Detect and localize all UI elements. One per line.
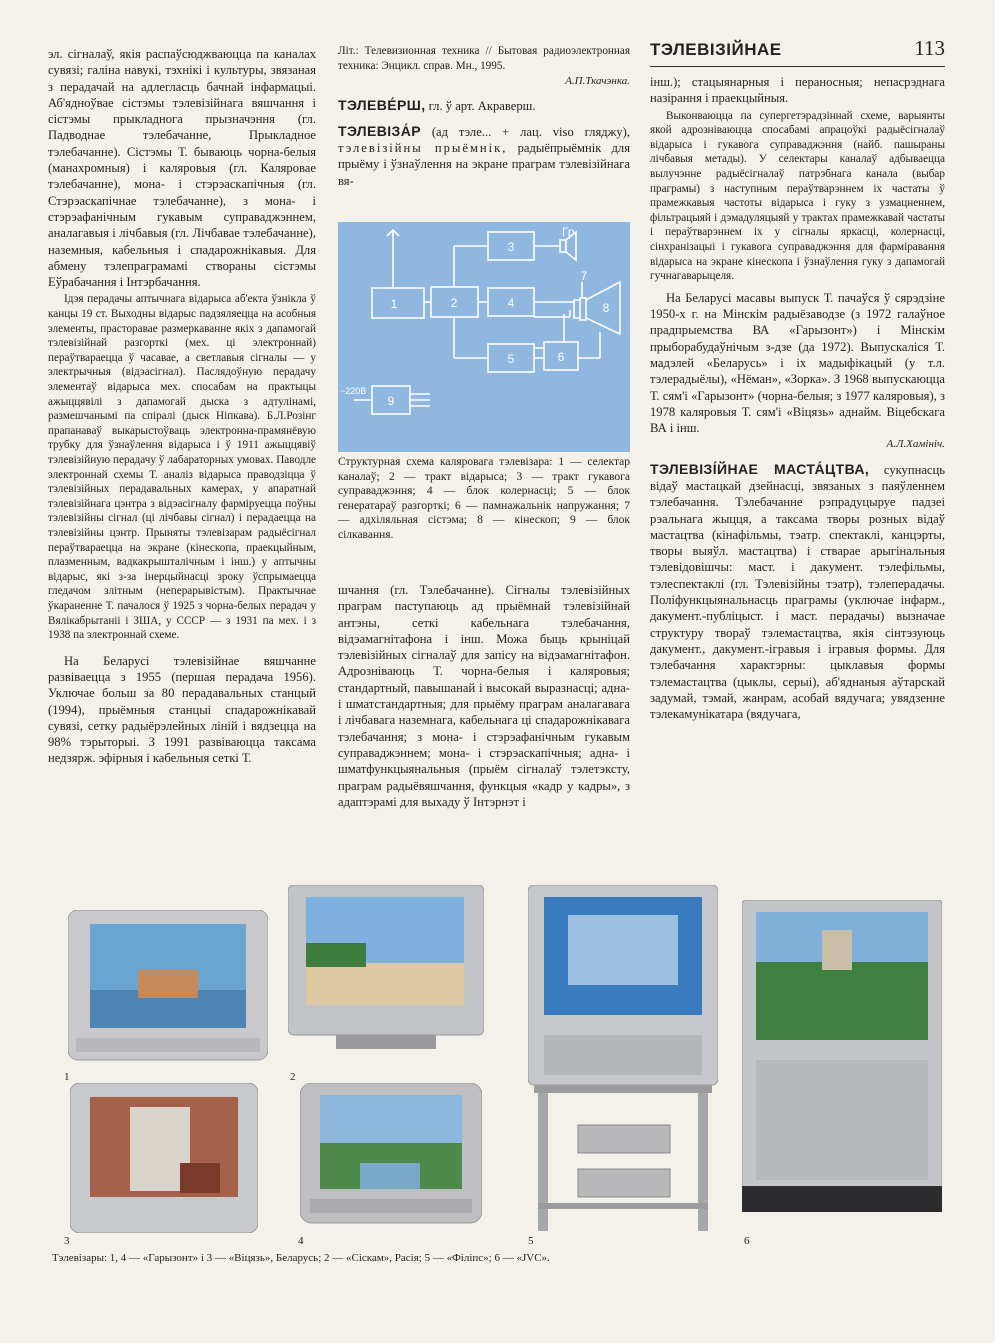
block-9-label: 9: [387, 394, 395, 408]
entry-televersh-body: гл. ў арт. Акраверш.: [428, 99, 536, 114]
photo-label-6: 6: [744, 1235, 750, 1247]
block-diagram: [338, 222, 630, 452]
tv-photo-2: [288, 885, 484, 1063]
tv-photo-3: [70, 1083, 258, 1233]
photo-label-4: 4: [298, 1235, 304, 1247]
page-number: 113: [914, 36, 945, 60]
photo-label-2: 2: [290, 1071, 296, 1083]
running-title: ТЭЛЕВІЗІЙНАЕ: [650, 40, 782, 59]
col3-paragraph-3: На Беларусі масавы выпуск Т. пачаўся ў сярэдзіне 1950-х г. на Мінскім радыёзаводзе (з 1972 галаўное прадпрыемства ВА «Гарызонт») і Мінскім прыборабудаўнічым з-дзе (да 1972). Выпускаліся Т. мадэлей «Беларусь» і іх мадыфікацый (у т.л. тэлерадыёлы), «Нёман», «Зорка». З 1968 выпускаюцца Т. сям'і «Гарызонт» (чорна-белыя; з 1977 каляровыя), з 1978 каляровыя Т. сям'і «Віцязь» аднайм. Віцебскага ВА і інш.: [650, 290, 945, 436]
block-4-label: 4: [507, 296, 515, 310]
col1-paragraph-2: На Беларусі тэлевізійнае вяшчанне развіваецца з 1955 (першая перадача 1956). Уключае больш за 80 перадавальных станцый (1994), прыёмныя станцыі спадарожнікавай сувязі, сетку радыёрэлейных ліній і вядзецца на 98% тэрыторыі. З 1991 развіваюцца таксама недзярж. эфірныя і кабельныя сеткі Т.: [48, 653, 316, 766]
block-5-label: 5: [507, 352, 515, 366]
col1-paragraph-1: эл. сігналаў, якія распаўсюджваюцца па каналах сувязі; галіна навукі, тэхнікі і культуры, звязаная з перадачай на адлегласць бачнай інфармацыі. Аб'ядноўвае сістэмы тэлевізійнага вяшчання і сістэмы прыкладнога прызначэння (гл. Падводнае тэлебачанне, Прыкладное тэлебачанне). Сістэмы Т. бываюць чорна-белыя (манахромныя) і каляровыя (гл. Каляровае тэлебачанне), мона- і стэрэаскапічныя (гл. Стэрэаскапічнае тэлебачанне), з мона- і стэрэафанічным гукавым суправаджэннем, аналагавыя і лічбавыя (гл. Лічбавае тэлебачанне), наземныя, кабельныя і спадарожнікавыя. Для абмену тэлепраграмамі створаны сістэмы Еўрабачання і Інтэрбачання.: [48, 47, 316, 290]
entry-televizar-rest: радыёпрыёмнік для прыёму і ўзнаўлення на экране праграм тэлевізійнага вя-: [338, 141, 630, 188]
col3-author: А.Л.Хамініч.: [886, 438, 945, 451]
entry-televersh: [338, 97, 630, 114]
tv-photo-1: [68, 910, 268, 1068]
column-2-top: [338, 44, 630, 189]
speaker-label: Гр: [562, 225, 575, 239]
literature-ref: Літ.: Телевизионная техника // Бытовая радиоэлектронная техника: Энцикл. справ. Мн., 1995.: [338, 45, 630, 72]
headword-tv-art: ТЭЛЕВІЗІ́ЙНАЕ МАСТА́ЦТВА,: [650, 460, 870, 477]
literature-author: А.П.Ткачэнка.: [565, 75, 630, 88]
entry-tv-art: [650, 461, 945, 723]
tv-photo-4: [300, 1083, 482, 1229]
headword-televizar: ТЭЛЕВІЗА́Р: [338, 122, 421, 139]
col3-paragraph-2: Выконваюцца па супергетэрадзіннай схеме, варыянты якой адрозніваюцца спосабамі апрацоўкі радыёсігналаў відарыса і гукавога суправаджэння (найб. пашыраны лічбавыя метады). У селектары каналаў адбываецца вылучэнне радыёсігналаў патрэбнага канала (выбар праграмы) з наступным пераўтварэннем іх частаты ў прамежкавыя частоты відарыса і гуку з узмацненнем, фільтрацыяй і дэмадуляцыяй у трактах прамежкавай частаты і пераўтварэннем іх у сігналы яркасці, колернасці, сінхранізацыі і гукавога суправаджэння для фарміравання відарыса на экране кінескопа і ўзнаўлення гуку з дапамогай гучнагаварыцеля.: [650, 109, 945, 283]
televizar-continuation: шчання (гл. Тэлебачанне). Сігналы тэлевізійных праграм паступаюць ад прыёмнай тэлевізійнай антэны, сеткі кабельнага тэлебачання, відэамагнітафона і інш. Можа быць крыніцай тэлевізійных сігналаў для запісу на відэамагнітафон. Адрозніваюць Т. чорна-белыя і каляровыя; стандартный, павышанай і высокай выразнасці; адна- і шматстандартныя; для прыёму праграм аналагавага і лічбавага наземнага, кабельнага ці спадарожнікавага тэлебачання; з мона- і стэрэафанічным гукавым суправаджэннем; мона- і стэрэаскапічныя; адна- і шматфункцыянальныя (прыём сігналаў тэлетэксту, праграм радыёвяшчання, функцыя «кадр у кадры», з адаптэрамі для выхаду ў Інтэрнэт і: [338, 583, 630, 809]
photo-label-1: 1: [64, 1071, 70, 1083]
tv-photo-6: [742, 900, 942, 1220]
entry-televizar: [338, 123, 630, 189]
voltage-label: ~220В: [340, 386, 367, 396]
entry-televizar-first: (ад тэле... + лац. viso гляджу),: [431, 124, 630, 139]
headword-televersh: ТЭЛЕВЕ́РШ,: [338, 97, 426, 114]
photo-label-3: 3: [64, 1235, 70, 1247]
block-3-label: 3: [507, 240, 515, 254]
photos-caption: Тэлевізары: 1, 4 — «Гарызонт» і 3 — «Віцязь», Беларусь; 2 — «Сіскам», Расія; 5 — «Філіпс»; 6 — «JVC».: [52, 1252, 550, 1264]
block-2-label: 2: [450, 296, 458, 310]
photo-label-5: 5: [528, 1235, 534, 1247]
tv-photos: [60, 885, 940, 1265]
tv-photo-5: [528, 885, 718, 1235]
column-1: [48, 46, 316, 767]
block-1-label: 1: [390, 297, 398, 311]
col1-small-paragraph: Ідэя перадачы аптычнага відарыса аб'екта ўзнікла ў канцы 19 ст. Выходны відарыс падзяляецца на асобныя элементы, прасторавае размеркаванне якіх з дапамогай тэлевізійнай разгорткі (мех. ці электроннай) пераўтвараецца ў часавае, а светлавыя сігналы — у электрычныя (відэасігнал). Паслядоўную перадачу элементаў відарыса мех. спосабам на практыцы ажыццявілі з дапамогай дыска з адтулінамі, размешчанымі па спіралі (дыск Ніпкава). Б.Л.Розінг прапанаваў выкарыстоўваць электронна-прамянёвую трубку для ўзнаўлення відарыса і ў 1911 ажыццявіў тэлевізійную перадачу ў лабараторных умовах. Паводле электроннай схемы Т. аналіз відарыса праводзіцца ў тэлевізійных перадавальных камерах, у апаратнай тэлевізійнага цэнтра з відэасігналу фарміруецца поўны тэлевізійны сігнал (ці лічбавы сігнал) і перадаецца на тэлевізійны цэнтр. Прыняты тэлевізарам радыёсігнал пераўтвараецца на экране (кінескопа, праекцыйным, плазменным, вадкакрышталічным і інш.) у аптычны відарыс, які з-за інерцыйнасці зроку ўспрымаецца гледачом злітным (неперарывістым). Практычнае ўкараненне Т. пачалося ў 1925 з чорна-белых перадач у Вялікабрытаніі і ЗША, у СССР — з 1931 па мех. і з 1938 па электроннай схеме.: [48, 293, 316, 642]
entry-tv-art-body: сукупнасць відаў мастацкай дзейнасці, звязаных з паяўленнем тэлебачання. Тэлебачанне рэпрадуцыруе падзеі рэальнага жыцця, а таксама творы розных відаў мастацтва (кінафільмы, тэатр. спектаклі, канцэрты, творы выяўл. мастацтва) і стварае арыгінальныя тэлевідовішчы: маст. і дакумент. тэлефільмы, тэлеспектаклі (гл. Тэлевізійны тэатр), тэлеперадачы. Поліфункцыянальнасць праграмы (уключае інфарм., дакумент.-публіцыст. і маст. перадачы) вызначае структуру твораў тэлемастацтва, якія сінтэзуюць дакумент., дакумент.-ігравыя і ігравыя формы. Для тэлебачання характэрны: цыклавыя формы тэлемастацтва (цыклы, серыі), аб'яднаныя аўтарскай задумай, тэмай, жанрам, асобай вядучага; увядзенне тэлекамунікатара (вядучага,: [650, 462, 945, 722]
diagram-caption: Структурная схема каляровага тэлевізара: 1 — селектар каналаў; 2 — тракт відарыса; 3 — тракт гукавога суправаджэння; 4 — блок колернасці; 5 — блок генератараў разгорткі; 6 — памнажальнік напружання; 7 — адхіляльная сістэма; 8 — кінескоп; 9 — блок сілкавання.: [338, 456, 630, 541]
block-8-label: 8: [602, 301, 610, 315]
column-3: [650, 74, 945, 722]
column-2-bottom: [338, 582, 630, 810]
entry-televizar-spaced: тэлевізійны прыёмнік,: [338, 141, 508, 156]
block-6-label: 6: [557, 350, 565, 364]
col3-paragraph-1: інш.); стацыянарныя і пераносныя; непасрэднага назірання і праекцыйныя.: [650, 75, 945, 106]
running-header: [650, 36, 945, 67]
block-7-label: 7: [580, 269, 588, 283]
